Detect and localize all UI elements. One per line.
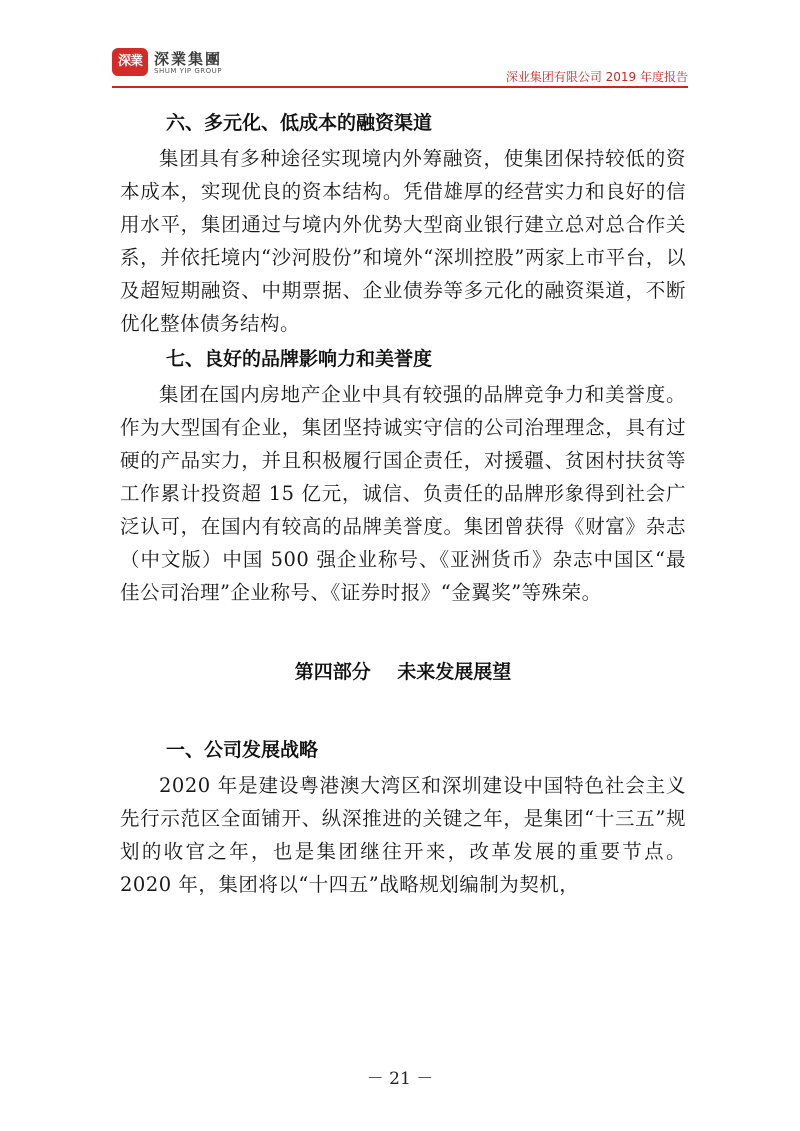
logo-chinese-name: 深業集團 [154, 50, 223, 68]
logo-mark-icon: 深業 [112, 48, 148, 76]
heading-development-strategy: 一、公司发展战略 [166, 739, 319, 761]
section-spacer [120, 691, 686, 731]
paragraph-brand-reputation: 集团在国内房地产企业中具有较强的品牌竞争力和美誉度。作为大型国有企业，集团坚持诚实守信的公司治理理念，具有过硬的产品实力，并且积极履行国企责任，对援疆、贫困村扶贫等工作累计投资超 15 亿元，诚信、负责任的品牌形象得到社会广泛认可，在国内有较高的品牌美誉度。集团曾获得《财富》杂志（中文版）中国 500 强企业称号、《亚洲货币》杂志中国区“最佳公司治理”企业称号、《证券时报》“金翼奖”等殊荣。 [120, 383, 686, 604]
logo-english-name: SHUM YIP GROUP [154, 67, 223, 75]
paragraph-financing-channels: 集团具有多种途径实现境内外筹融资，使集团保持较低的资本成本，实现优良的资本结构。凭借雄厚的经营实力和良好的信用水平，集团通过与境内外优势大型商业银行建立总对总合作关系，并依托境内“沙河股份”和境外“深圳控股”两家上市平台，以及超短期融资、中期票据、企业债券等多元化的融资渠道，不断优化整体债务结构。 [120, 147, 686, 335]
company-logo [112, 48, 272, 78]
page-content [120, 104, 686, 901]
heading-brand-reputation: 七、良好的品牌影响力和美誉度 [166, 348, 433, 370]
heading-financing-channels: 六、多元化、低成本的融资渠道 [166, 112, 433, 134]
section-title: 第四部分 未来发展展望 [294, 661, 512, 683]
header-divider [112, 86, 688, 88]
section-spacer [120, 609, 686, 653]
page-header [0, 0, 800, 90]
report-title: 深业集团有限公司 2019 年度报告 [505, 70, 688, 84]
paragraph-development-strategy: 2020 年是建设粤港澳大湾区和深圳建设中国特色社会主义先行示范区全面铺开、纵深推进的关键之年，是集团“十三五”规划的收官之年，也是集团继往开来，改革发展的重要节点。2020 年，集团将以“十四五”战略规划编制为契机， [120, 774, 686, 896]
page-number: － 21 － [366, 1069, 434, 1089]
